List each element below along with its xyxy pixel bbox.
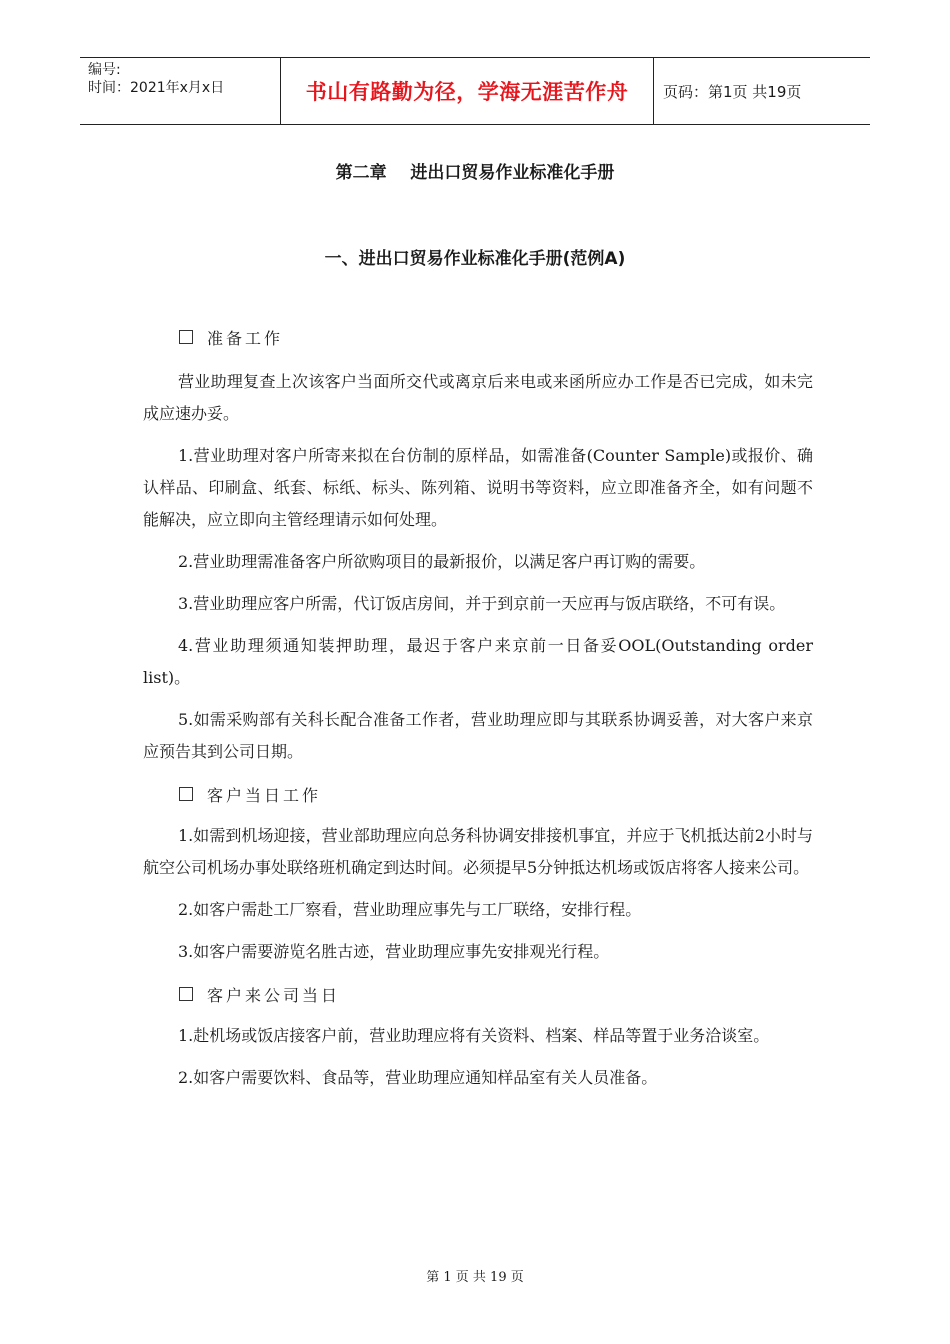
checkbox-icon [179, 330, 193, 344]
paragraph: 2.营业助理需准备客户所欲购项目的最新报价，以满足客户再订购的需要。 [178, 552, 706, 571]
section-heading-company-visit [143, 978, 813, 1010]
checkbox-icon [179, 787, 193, 801]
header-motto: 书山有路勤为径，学海无涯苦作舟 [281, 58, 654, 124]
paragraph: 3.营业助理应客户所需，代订饭店房间，并于到京前一天应再与饭店联络，不可有误。 [178, 594, 786, 613]
section-title: 一、进出口贸易作业标准化手册(范例A) [324, 249, 626, 269]
section-heading-arrival-day [143, 778, 813, 810]
paragraph: 2.如客户需赴工厂察看，营业助理应事先与工厂联络，安排行程。 [178, 900, 642, 919]
document-body [143, 318, 813, 1094]
paragraph: 2.如客户需要饮料、食品等，营业助理应通知样品室有关人员准备。 [178, 1068, 658, 1087]
checkbox-icon [179, 987, 193, 1001]
chapter-title: 第二章 进出口贸易作业标准化手册 [335, 163, 615, 183]
section-heading-label: 客户来公司当日 [207, 985, 341, 1005]
document-number-label: 编号: [88, 62, 121, 78]
paragraph: 3.如客户需要游览名胜古迹，营业助理应事先安排观光行程。 [178, 942, 610, 961]
section-heading-label: 准备工作 [207, 328, 284, 348]
header-page-count: 页码：第1页 共19页 [663, 82, 802, 101]
page-footer: 第 1 页 共 19 页 [426, 1270, 524, 1285]
paragraph: 营业助理复查上次该客户当面所交代或离京后来电或来函所应办工作是否已完成，如未完成应速办妥。 [143, 372, 813, 423]
paragraph: 4.营业助理须通知装押助理，最迟于客户来京前一日备妥OOL(Outstanding order list)。 [143, 636, 813, 687]
header-meta [80, 58, 281, 124]
page-header [80, 57, 870, 125]
paragraph: 1.营业助理对客户所寄来拟在台仿制的原样品，如需准备(Counter Sample)或报价、确认样品、印刷盒、纸套、标纸、标头、陈列箱、说明书等资料，应立即准备齐全，如有问题不能解决，应立即向主管经理请示如何处理。 [143, 446, 813, 529]
paragraph: 1.如需到机场迎接，营业部助理应向总务科协调安排接机事宜，并应于飞机抵达前2小时与航空公司机场办事处联络班机确定到达时间。必须提早5分钟抵达机场或饭店将客人接来公司。 [143, 826, 813, 877]
paragraph: 1.赴机场或饭店接客户前，营业助理应将有关资料、档案、样品等置于业务洽谈室。 [178, 1026, 770, 1045]
document-time-label: 时间：2021年x月x日 [88, 80, 225, 96]
section-heading-label: 客户当日工作 [207, 785, 322, 805]
paragraph: 5.如需采购部有关科长配合准备工作者，营业助理应即与其联系协调妥善，对大客户来京应预告其到公司日期。 [143, 710, 813, 761]
section-heading-preparation [143, 318, 813, 356]
